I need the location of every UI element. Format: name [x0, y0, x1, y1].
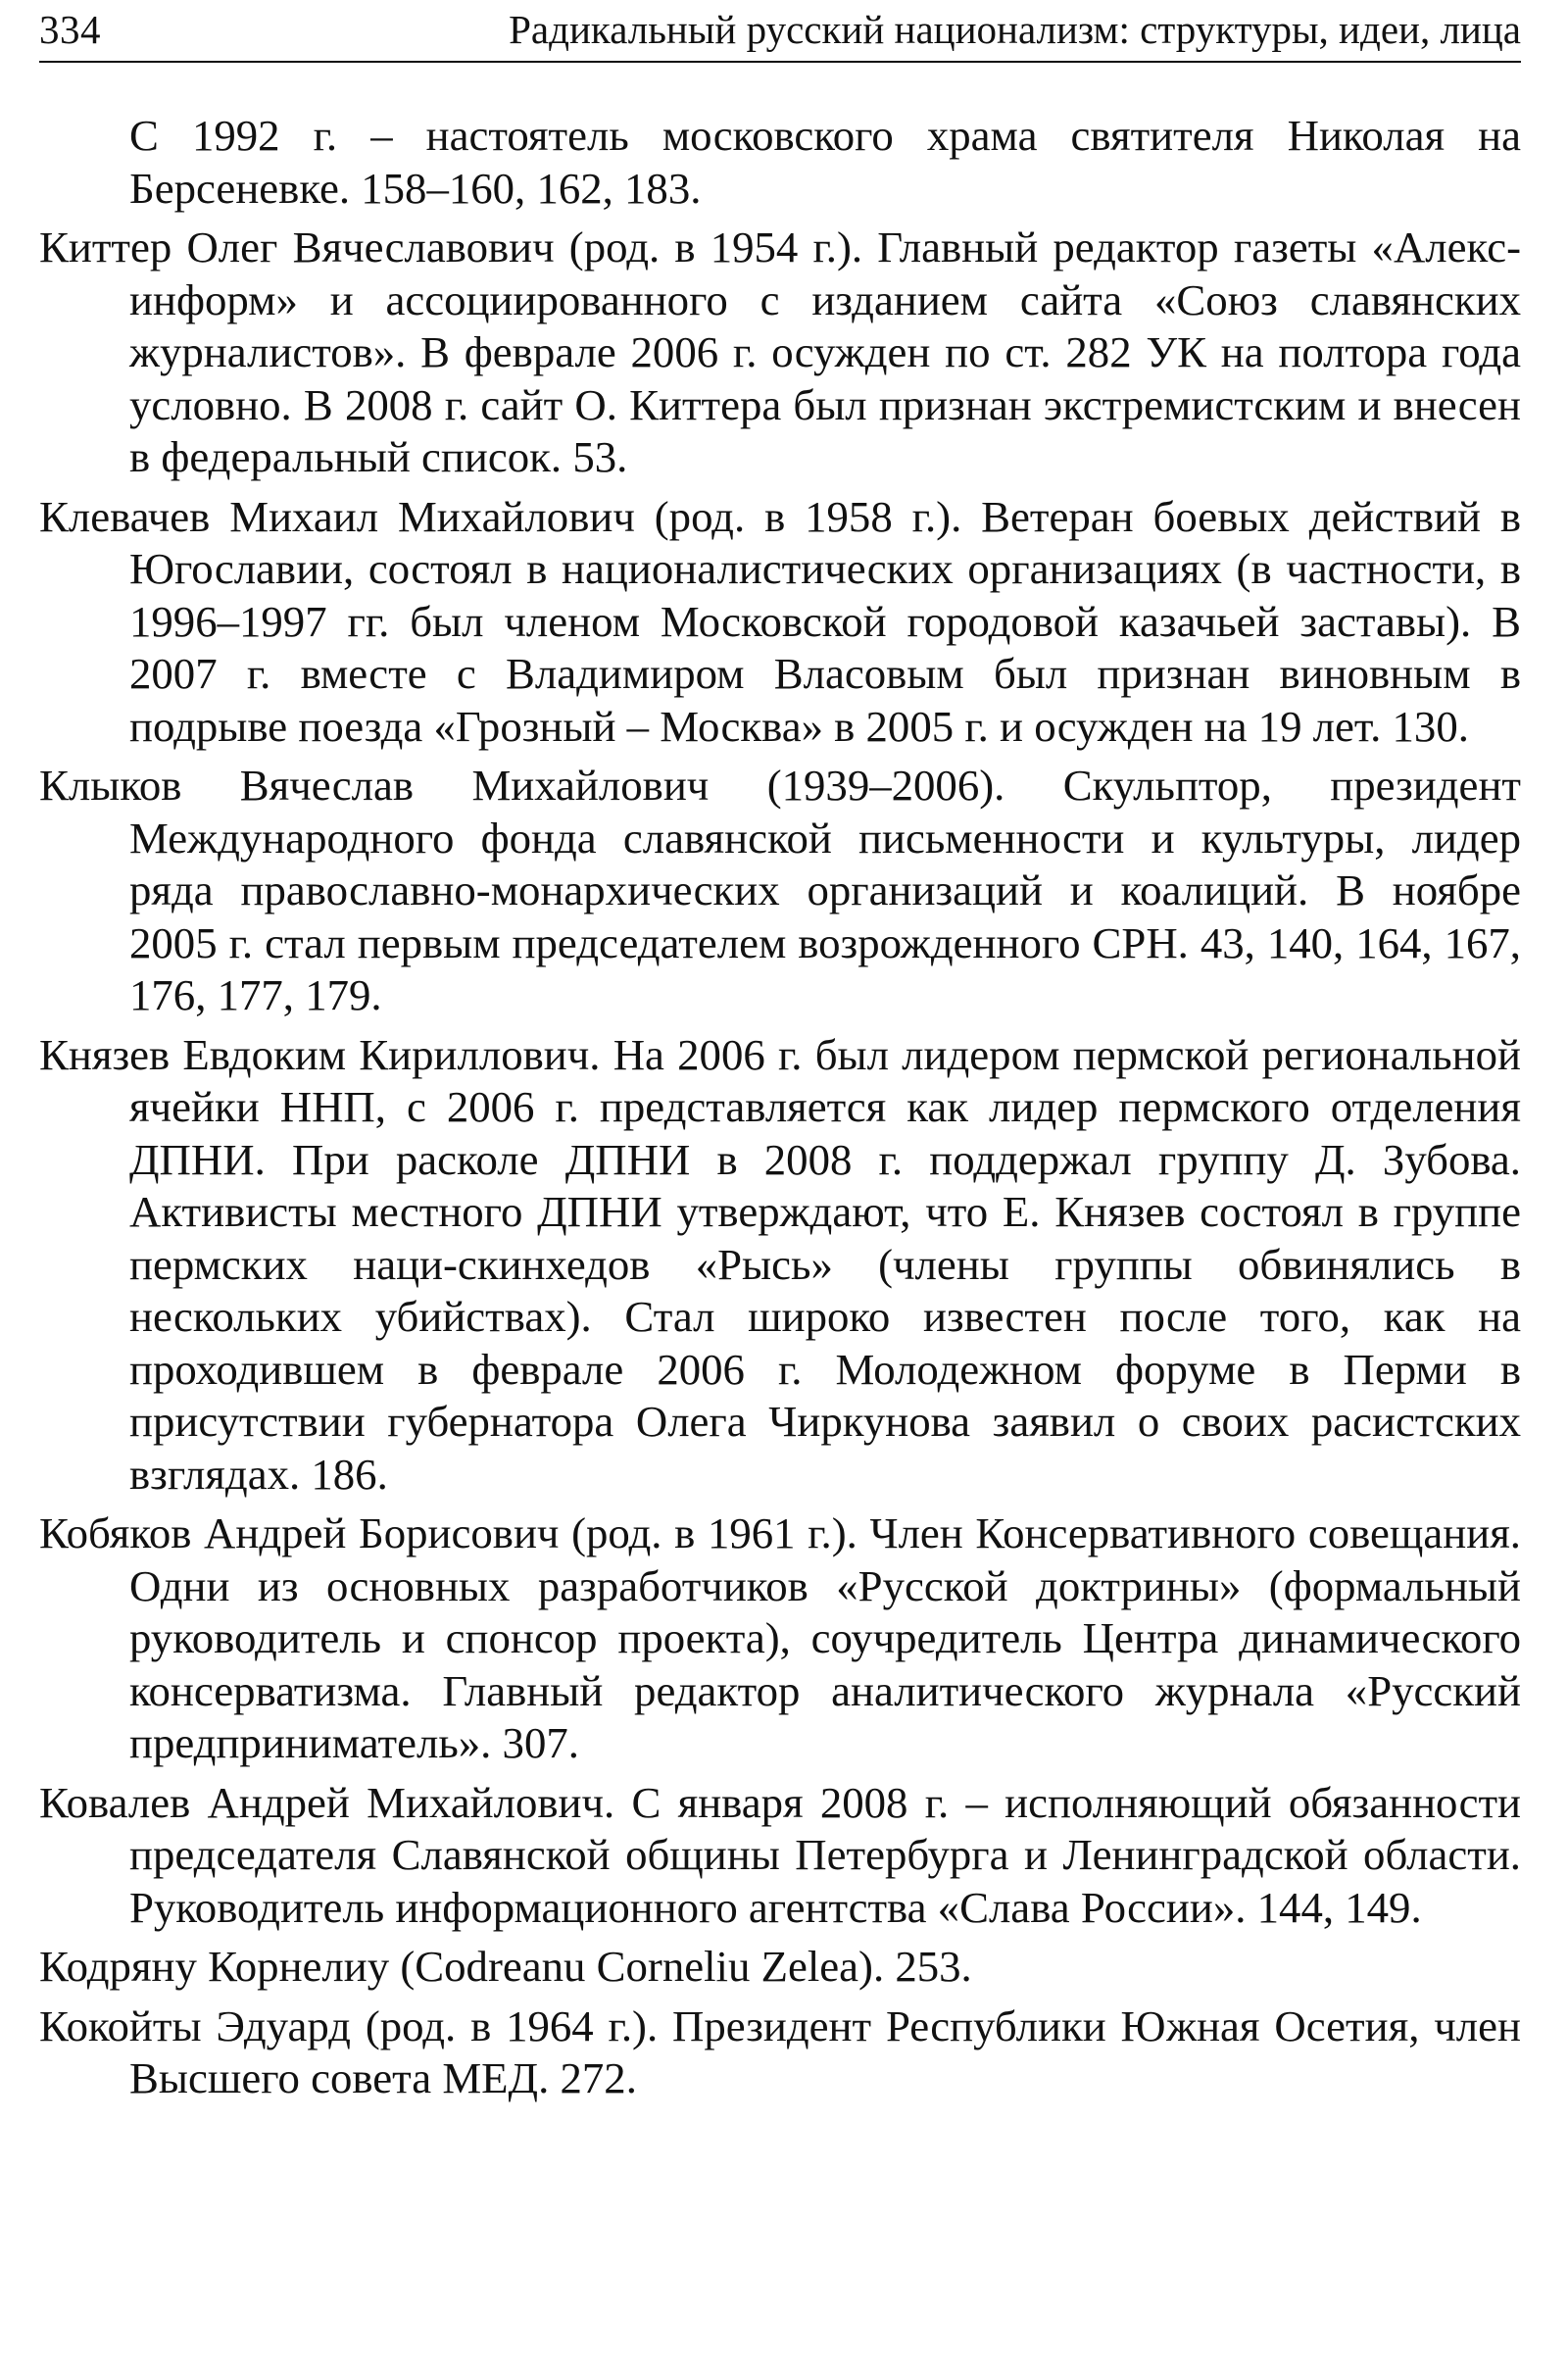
- index-entry: Клыков Вячеслав Михайлович (1939–2006). Скульптор, президент Международного фонда славянской письменности и культуры, лидер ряда православно-монархических организаций и коалиций. В ноябре 2005 г. стал первым председателем возрожденного СРН. 43, 140, 164, 167, 176, 177, 179.: [39, 761, 1521, 1019]
- index-entry: Кокойты Эдуард (род. в 1964 г.). Президент Республики Южная Осетия, член Высшего совета МЕД. 272.: [39, 2000, 1521, 2102]
- book-page: [39, 0, 1521, 2112]
- running-title: Радикальный русский национализм: структуры, идеи, лица: [509, 7, 1521, 52]
- index-entry: Клевачев Михаил Михайлович (род. в 1958 г.). Ветеран боевых действий в Югославии, состоял в националистических организациях (в частности, в 1996–1997 гг. был членом Московской городовой казачьей заставы). В 2007 г. вместе с Владимиром Власовым был признан виновным в подрыве поезда «Грозный – Москва» в 2005 г. и осужден на 19 лет. 130.: [39, 491, 1521, 751]
- index-entry-continued: С 1992 г. – настоятель московского храма святителя Николая на Берсеневке. 158–160, 162, 183.: [129, 111, 1521, 213]
- index-entry: Киттер Олег Вячеславович (род. в 1954 г.). Главный редактор газеты «Алекс-информ» и ассоциированного с изданием сайта «Союз славянских журналистов». В феврале 2006 г. осужден по ст. 282 УК на полтора года условно. В 2008 г. сайт О. Киттера был признан экстремистским и внесен в федеральный список. 53.: [39, 222, 1521, 481]
- index-entry: Ковалев Андрей Михайлович. С января 2008 г. – исполняющий обязанности председателя Славянской общины Петербурга и Ленинградской области. Руководитель информационного агентства «Слава России». 144, 149.: [39, 1777, 1521, 1932]
- index-entry: Кодряну Корнелиу (Codreanu Corneliu Zelea). 253.: [39, 1942, 972, 1991]
- index-entry: Князев Евдоким Кириллович. На 2006 г. был лидером пермской региональной ячейки ННП, с 2006 г. представляется как лидер пермского отделения ДПНИ. При расколе ДПНИ в 2008 г. поддержал группу Д. Зубова. Активисты местного ДПНИ утверждают, что Е. Князев состоял в группе пермских наци-скинхедов «Рысь» (члены группы обвинялись в нескольких убийствах). Стал широко известен после того, как на проходившем в феврале 2006 г. Молодежном форуме в Перми в присутствии губернатора Олега Чиркунова заявил о своих расистских взглядах. 186.: [39, 1029, 1521, 1499]
- index-entries: [39, 110, 1521, 2105]
- running-head: [39, 0, 1521, 63]
- page-number: 334: [39, 7, 101, 52]
- index-entry: Кобяков Андрей Борисович (род. в 1961 г.). Член Консервативного совещания. Одни из основных разработчиков «Русской доктрины» (формальный руководитель и спонсор проекта), соучредитель Центра динамического консерватизма. Главный редактор аналитического журнала «Русский предприниматель». 307.: [39, 1508, 1521, 1767]
